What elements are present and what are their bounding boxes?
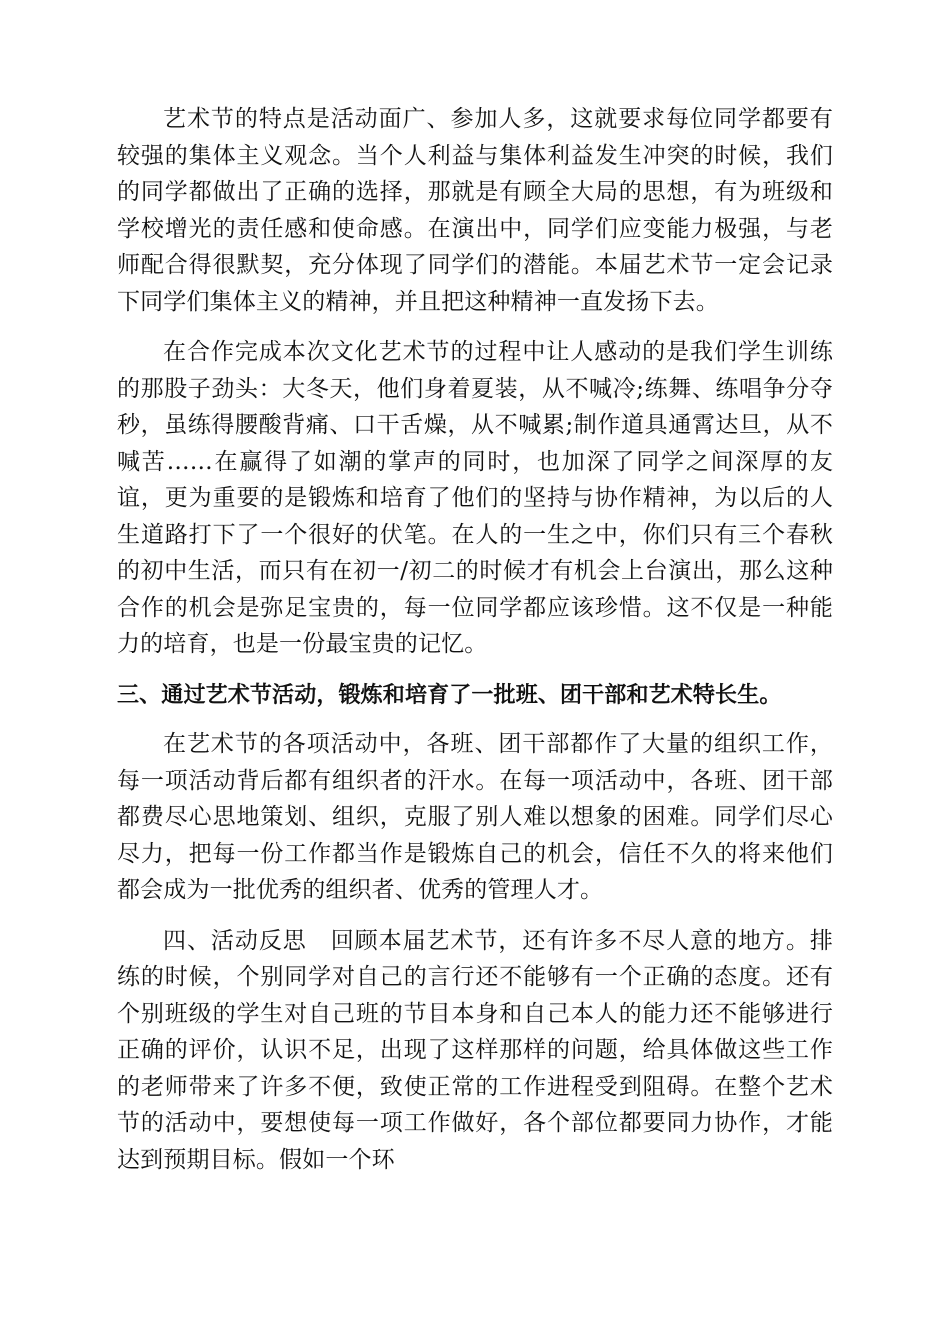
paragraph-reflection: 四、活动反思 回顾本届艺术节，还有许多不尽人意的地方。排练的时候，个别同学对自己的言行还不能够有一个正确的态度。还有个别班级的学生对自己班的节目本身和自己本人的能力还不能够进行正确的评价，认识不足，出现了这样那样的问题，给具体做这些工作的老师带来了许多不便，致使正常的工作进程受到阻碍。在整个艺术节的活动中，要想使每一项工作做好，各个部位都要同力协作，才能达到预期目标。假如一个环 [117,927,833,1173]
paragraph-cadre-training: 在艺术节的各项活动中，各班、团干部都作了大量的组织工作，每一项活动背后都有组织者的汗水。在每一项活动中，各班、团干部都费尽心思地策划、组织，克服了别人难以想象的困难。同学们尽心尽力，把每一份工作都当作是锻炼自己的机会，信任不久的将来他们都会成为一批优秀的组织者、优秀的管理人才。 [117,731,833,903]
paragraph-collectivism: 艺术节的特点是活动面广、参加人多，这就要求每位同学都要有较强的集体主义观念。当个人利益与集体利益发生冲突的时候，我们的同学都做出了正确的选择，那就是有顾全大局的思想，有为班级和学校增光的责任感和使命感。在演出中，同学们应变能力极强，与老师配合得很默契，充分体现了同学们的潜能。本届艺术节一定会记录下同学们集体主义的精神，并且把这种精神一直发扬下去。 [117,106,833,315]
section-heading-three: 三、通过艺术节活动，锻炼和培育了一批班、团干部和艺术特长生。 [117,682,782,708]
document-page [117,101,833,1178]
paragraph-cooperation: 在合作完成本次文化艺术节的过程中让人感动的是我们学生训练的那股子劲头：大冬天，他们身着夏装，从不喊冷;练舞、练唱争分夺秒，虽练得腰酸背痛、口干舌燥，从不喊累;制作道具通霄达旦，从不喊苦……在赢得了如潮的掌声的同时，也加深了同学之间深厚的友谊，更为重要的是锻炼和培育了他们的坚持与协作精神，为以后的人生道路打下了一个很好的伏笔。在人的一生之中，你们只有三个春秋的初中生活，而只有在初一/初二的时候才有机会上台演出，那么这种合作的机会是弥足宝贵的，每一位同学都应该珍惜。这不仅是一种能力的培育，也是一份最宝贵的记忆。 [117,339,833,657]
